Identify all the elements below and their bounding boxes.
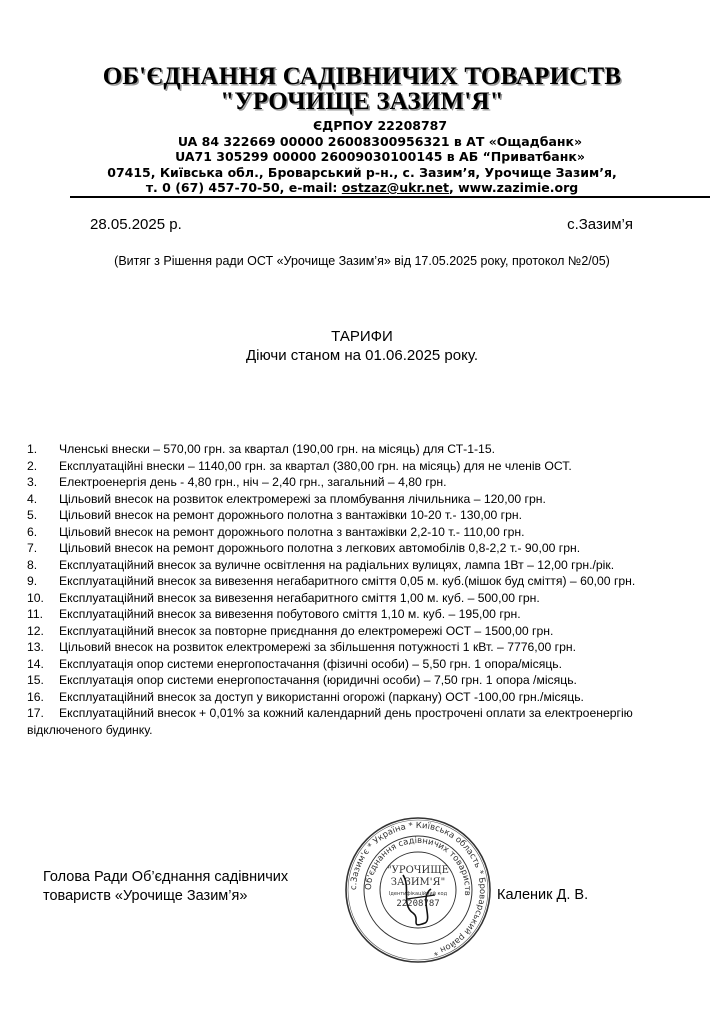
- seal-code: 22208787: [396, 899, 440, 909]
- tariff-item: [27, 540, 717, 557]
- tariff-item: [27, 557, 717, 574]
- tariff-item-number: 10.: [27, 590, 44, 605]
- tariff-item: [27, 441, 717, 458]
- seal-center-line1: "УРОЧИЩЕ: [387, 865, 449, 876]
- tariff-item-17-continuation: відключеного будинку.: [27, 722, 153, 737]
- tariff-item-text: Експлуатація опор системи енергопостачання (юридичні особи) – 7,50 грн. 1 опора /місяць.: [59, 673, 577, 687]
- tariff-item-number: 4.: [27, 491, 38, 506]
- tariff-item: [27, 590, 717, 607]
- tariff-item: [27, 656, 717, 673]
- signer-position: [43, 868, 288, 906]
- signer-name: Каленик Д. В.: [497, 887, 589, 903]
- tariff-item: [27, 705, 717, 722]
- tariff-item-number: 16.: [27, 689, 44, 704]
- tariff-item: [27, 573, 717, 590]
- tariff-item-number: 8.: [27, 557, 38, 572]
- tariff-item: [27, 474, 717, 491]
- document-place: с.Зазим’я: [567, 216, 633, 233]
- tariff-item-text: Цільовий внесок на розвиток електромережі за збільшення потужності 1 кВт. – 7776,00 грн.: [59, 640, 576, 654]
- contacts-line: [0, 180, 724, 196]
- postal-address: 07415, Київська обл., Броварський р-н., с. Зазим’я, Урочище Зазим’я,: [107, 165, 617, 180]
- tariffs-title: ТАРИФИ: [331, 328, 393, 345]
- tariff-item-text: Цільовий внесок на розвиток електромережі за пломбування лічильника – 120,00 грн.: [59, 491, 546, 506]
- tariff-item-number: 17.: [27, 706, 44, 720]
- tariff-item-number: 7.: [27, 541, 38, 555]
- tariff-item: [27, 672, 717, 689]
- tariff-item-number: 12.: [27, 623, 44, 638]
- org-title-line2: "УРОЧИЩЕ ЗАЗИМ'Я": [220, 88, 504, 115]
- tariff-item-number: 14.: [27, 656, 44, 671]
- tariff-item-text: Експлуатаційний внесок за вивезення побутового сміття 1,10 м. куб. – 195,00 грн.: [59, 607, 521, 621]
- signer-position-line2: товариств «Урочище Зазим’я»: [43, 888, 248, 904]
- tariff-item-number: 2.: [27, 458, 38, 473]
- seal-outer-text: с.Зазим'є * Україна * Київська область * Броварський район *: [348, 820, 488, 957]
- tariff-item-text: Цільовий внесок на ремонт дорожнього полотна з легкових автомобілів 0,8-2,2 т.- 90,00 грн.: [59, 541, 581, 555]
- tariff-item: [27, 524, 717, 541]
- tariff-item-text: Експлуатація опор системи енергопостачання (фізичні особи) – 5,50 грн. 1 опора/місяць.: [59, 656, 563, 671]
- tariff-item-number: 3.: [27, 475, 38, 489]
- tariff-item: [27, 507, 717, 524]
- org-title-line1: ОБ'ЄДНАННЯ САДІВНИЧИХ ТОВАРИСТВ: [102, 63, 622, 90]
- tariff-item-text: Експлуатаційний внесок за повторне приєднання до електромережі ОСТ – 1500,00 грн.: [59, 623, 554, 638]
- tariff-item-number: 11.: [27, 607, 44, 621]
- tariffs-subtitle: Діючи станом на 01.06.2025 року.: [245, 347, 479, 364]
- seal-center-line2: ЗАЗИМ'Я": [390, 877, 446, 888]
- bank-account-2: UA71 305299 00000 26009030100145 в АБ “Приватбанк»: [175, 149, 585, 164]
- tariff-item: [27, 623, 717, 640]
- signer-position-line1: Голова Ради Об’єднання садівничих: [43, 869, 289, 885]
- decision-excerpt: (Витяг з Рішення ради ОСТ «Урочище Зазим’я» від 17.05.2025 року, протокол №2/05): [114, 254, 610, 268]
- tariff-item-text: Експлуатаційні внески – 1140,00 грн. за квартал (380,00 грн. на місяць) для не членів ОСТ.: [59, 458, 572, 473]
- tariff-item-text: Експлуатаційний внесок за вуличне освітлення на радіальних вулицях, лампа 1Вт – 12,00 грн./рік.: [59, 557, 615, 572]
- tariff-item-text: Експлуатаційний внесок + 0,01% за кожний календарний день прострочені оплати за електроенергію: [59, 706, 633, 720]
- tariff-list: [27, 441, 717, 738]
- contacts-suffix: , www.zazimie.org: [448, 180, 579, 195]
- tariff-item-number: 15.: [27, 673, 44, 687]
- tariff-item: [27, 639, 717, 656]
- tariff-item-number: 1.: [27, 442, 38, 456]
- tariff-item: [27, 689, 717, 706]
- tariff-item-text: Цільовий внесок на ремонт дорожнього полотна з вантажівки 10-20 т.- 130,00 грн.: [59, 508, 522, 522]
- contacts-prefix: т. 0 (67) 457-70-50, e-mail:: [145, 180, 342, 195]
- tariff-item-continuation: [27, 722, 717, 739]
- tariff-item: [27, 458, 717, 475]
- tariff-item-text: Електроенергія день - 4,80 грн., ніч – 2,40 грн., загальний – 4,80 грн.: [59, 475, 447, 489]
- email-link[interactable]: ostzaz@ukr.net: [341, 180, 449, 195]
- tariff-item: [27, 491, 717, 508]
- tariff-item-number: 5.: [27, 508, 38, 522]
- bank-account-1: UA 84 322669 00000 26008300956321 в АТ «Ощадбанк»: [177, 134, 583, 149]
- tariff-item-text: Цільовий внесок на ремонт дорожнього полотна з вантажівки 2,2-10 т.- 110,00 грн.: [59, 524, 525, 539]
- header-divider: [70, 196, 710, 198]
- tariff-item: [27, 606, 717, 623]
- seal-inner-ring: [380, 852, 456, 928]
- seal-code-label: Ідентифікаційний код: [388, 891, 448, 897]
- official-seal-stamp: [343, 815, 493, 965]
- tariff-item-number: 13.: [27, 640, 44, 654]
- tariff-item-text: Експлуатаційний внесок за доступ у використанні огорожі (паркану) ОСТ -100,00 грн./місяць.: [59, 689, 584, 704]
- tariff-item-number: 6.: [27, 524, 38, 539]
- tariff-item-text: Експлуатаційний внесок за вивезення негабаритного сміття 0,05 м. куб.(мішок буд сміття) – 60,00 грн.: [59, 574, 636, 588]
- tariff-item-number: 9.: [27, 574, 38, 588]
- edrpou-code: ЄДРПОУ 22208787: [312, 118, 448, 133]
- tariff-item-text: Експлуатаційний внесок за вивезення негабаритного сміття 1,00 м. куб. – 500,00 грн.: [59, 590, 540, 605]
- tariff-item-text: Членські внески – 570,00 грн. за квартал (190,00 грн. на місяць) для СТ-1-15.: [59, 442, 495, 456]
- document-date: 28.05.2025 р.: [90, 216, 182, 233]
- seal-inner-text: Об'єднання садівничих товариств: [363, 835, 473, 897]
